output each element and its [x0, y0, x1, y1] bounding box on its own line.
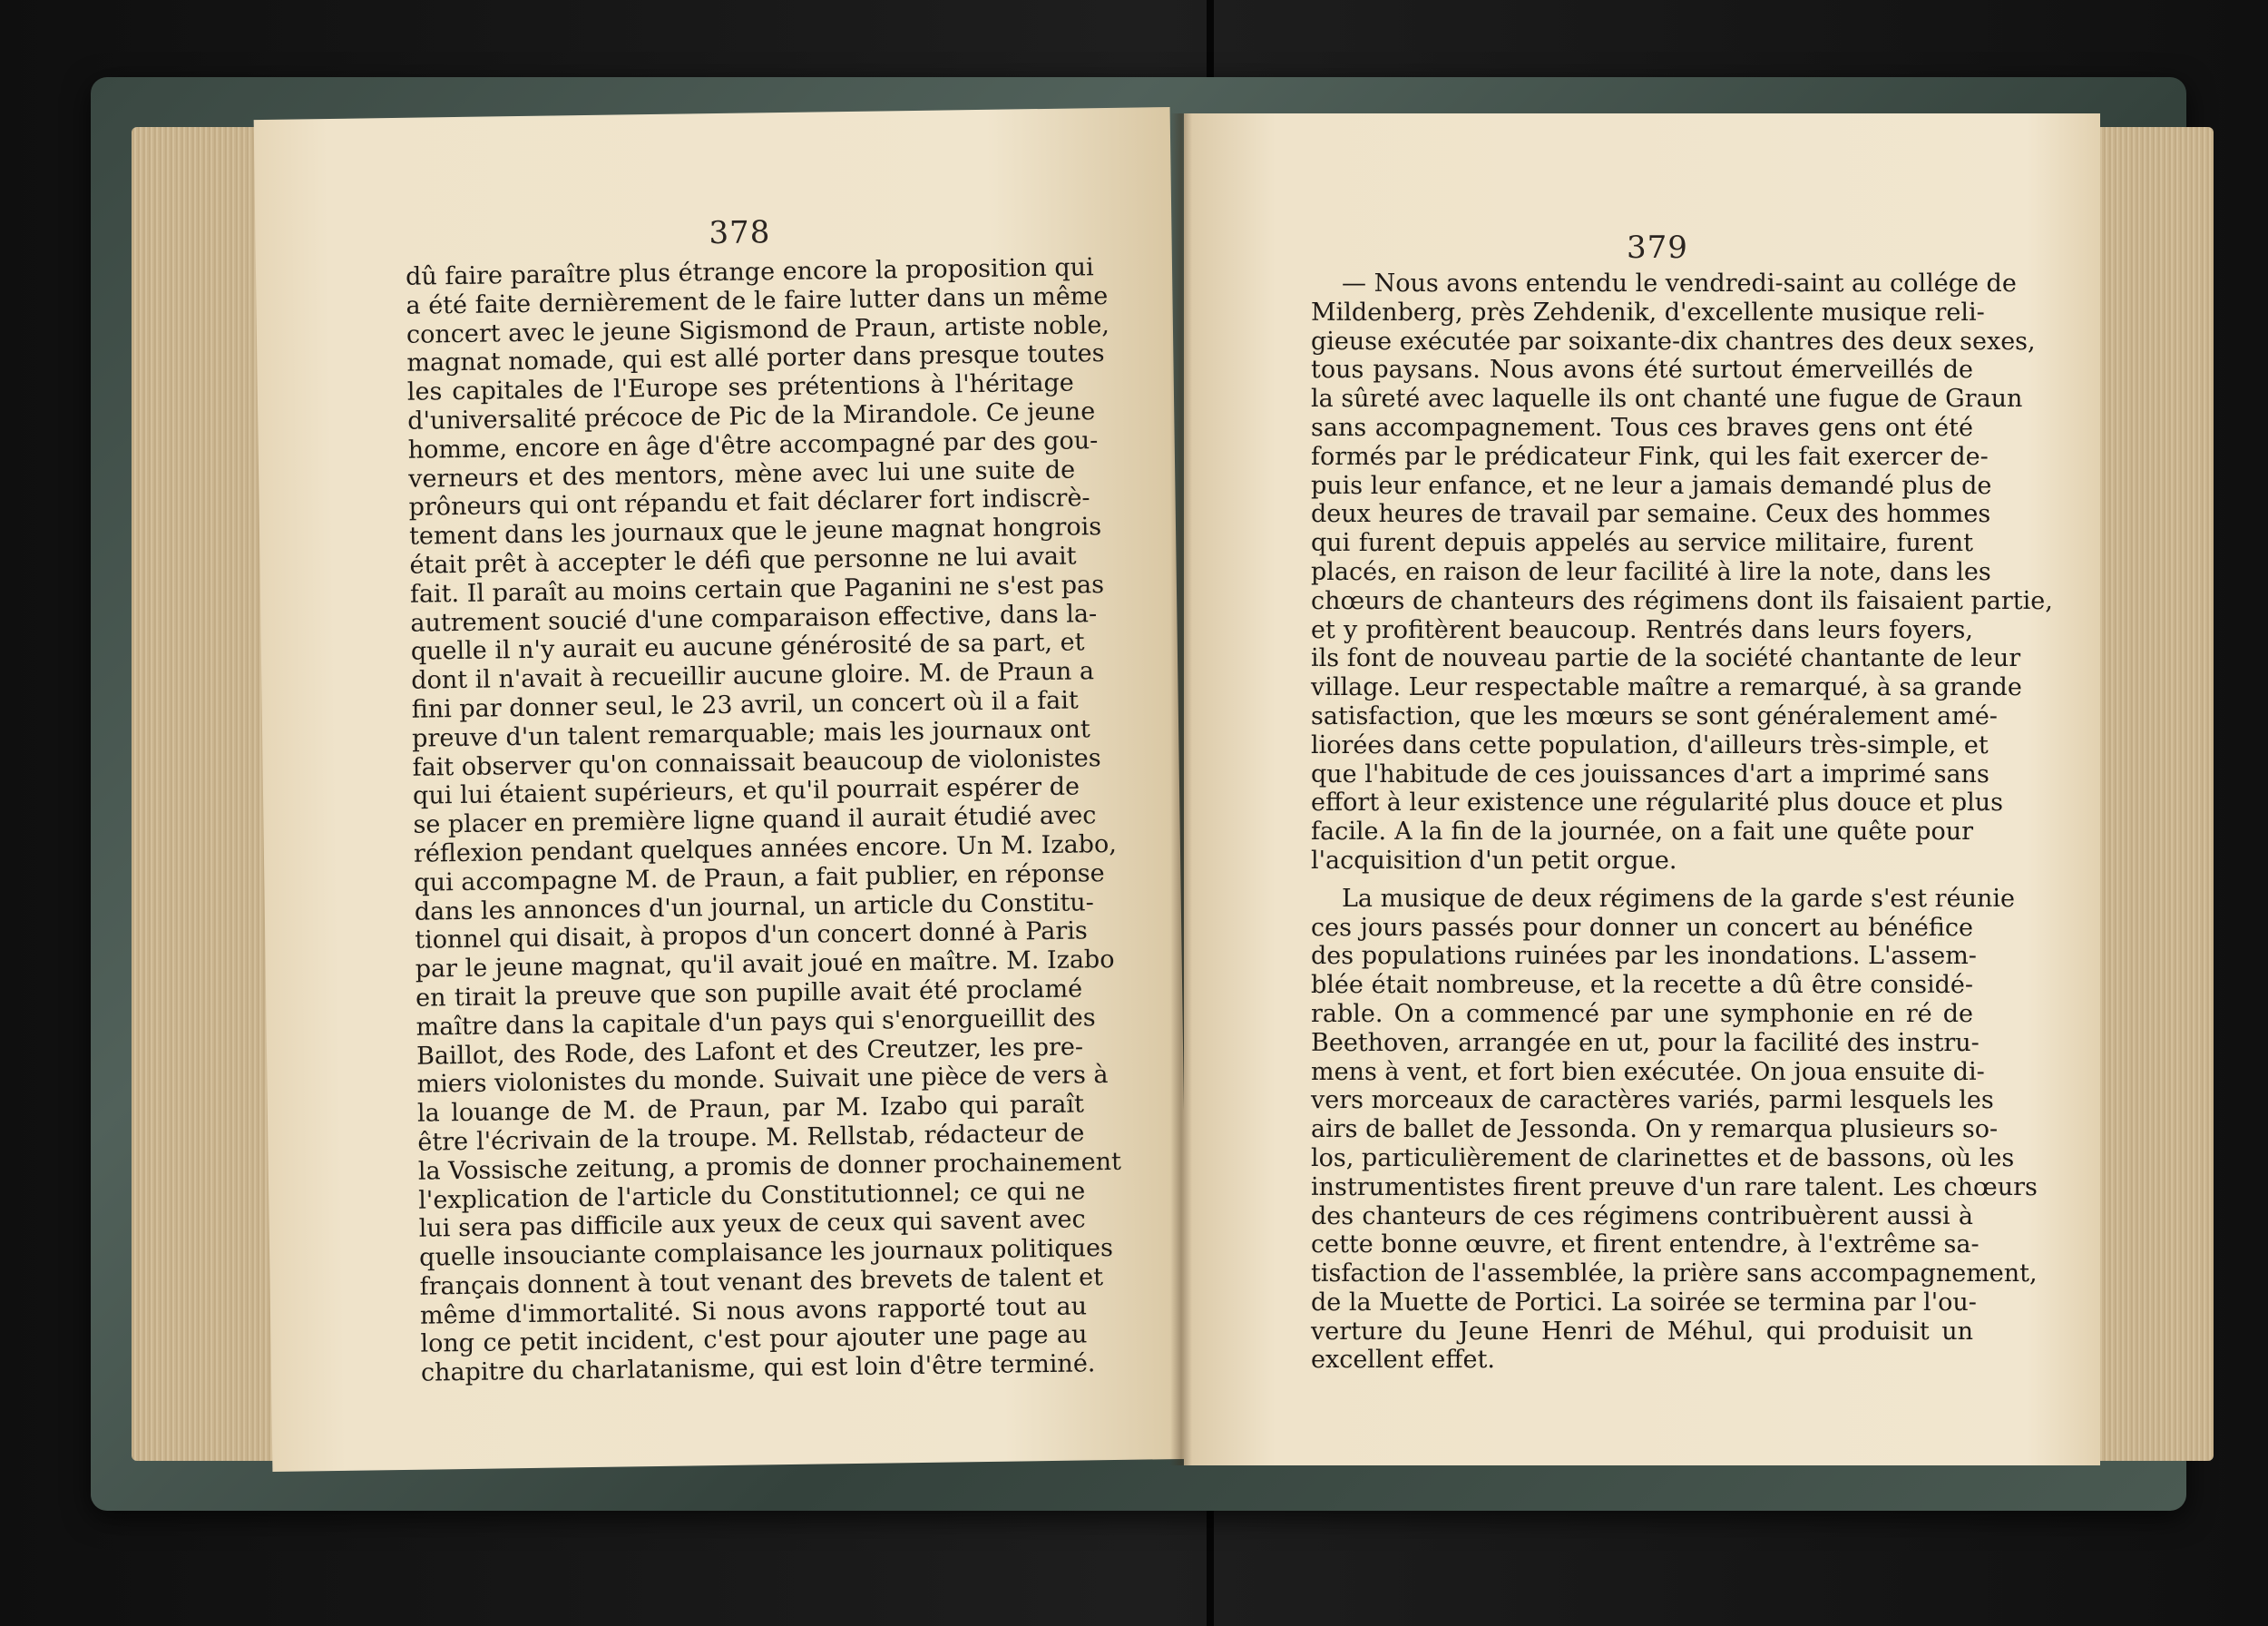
- text-line: verture du Jeune Henri de Méhul, qui produisit un: [1311, 1317, 1973, 1346]
- text-line: qui lui étaient supérieurs, et qu'il pourrait espérer de: [412, 772, 1080, 811]
- text-line: fini par donner seul, le 23 avril, un concert où il a fait: [411, 686, 1079, 724]
- text-line: par le jeune magnat, qu'il avait joué en maître. M. Izabo: [415, 945, 1115, 984]
- text-line: sans accompagnement. Tous ces braves gens ont été: [1311, 413, 1973, 442]
- text-line: a été faite dernièrement de le faire lutter dans un même: [406, 281, 1109, 320]
- text-line: gieuse exécutée par soixante-dix chantres des deux sexes,: [1311, 327, 2036, 356]
- text-line: même d'immortalité. Si nous avons rapporté tout au: [419, 1292, 1088, 1330]
- text-line: magnat nomade, qui est allé porter dans presque toutes: [406, 339, 1105, 378]
- text-line: l'explication de l'article du Constitutionnel; ce qui ne: [418, 1176, 1086, 1215]
- text-line: lui sera pas difficile aux yeux de ceux qui savent avec: [418, 1205, 1086, 1243]
- text-line: mens à vent, et fort bien exécutée. On joua ensuite di-: [1311, 1057, 1985, 1086]
- text-line: los, particulièrement de clarinettes et de bassons, où les: [1311, 1143, 2015, 1172]
- text-line: placés, en raison de leur facilité à lire la note, dans les: [1311, 557, 1991, 586]
- text-line: Baillot, des Rode, des Lafont et des Creutzer, les pre-: [415, 1032, 1084, 1071]
- text-line: quelle insouciante complaisance les journaux politiques: [418, 1234, 1114, 1272]
- text-line: vers morceaux de caractères variés, parmi lesquels les: [1311, 1086, 1994, 1115]
- text-line: blée était nombreuse, et la recette a dû être considé-: [1311, 971, 1973, 1000]
- text-line: la Vossische zeitung, a promis de donner prochainement: [417, 1147, 1122, 1186]
- text-line: la sûreté avec laquelle ils ont chanté une fugue de Graun: [1311, 385, 2023, 414]
- right-page: [1184, 113, 2100, 1465]
- text-line: se placer en première ligne quand il aurait étudié avec: [413, 801, 1097, 839]
- text-line: tionnel qui disait, à propos d'un concert donné à Paris: [415, 916, 1088, 955]
- text-line: en tirait la preuve que son pupille avait été proclamé: [415, 975, 1083, 1013]
- page-text: [1311, 269, 2053, 1375]
- text-line: prôneurs qui ont répandu et fait déclarer fort indiscrè-: [408, 484, 1090, 523]
- text-line: cette bonne œuvre, et firent entendre, à l'extrême sa-: [1311, 1230, 1980, 1259]
- text-line: chœurs de chanteurs des régimens dont ils faisaient partie,: [1311, 586, 2053, 615]
- left-page: [254, 107, 1189, 1472]
- text-line: français donnent à tout venant des brevets de talent et: [419, 1263, 1104, 1301]
- text-line: que l'habitude de ces jouissances d'art a imprimé sans: [1311, 759, 1989, 789]
- text-line: village. Leur respectable maître a remarqué, à sa grande: [1311, 673, 2022, 702]
- text-line: tous paysans. Nous avons été surtout émerveillés de: [1311, 356, 1973, 385]
- book-gutter: [1170, 113, 1192, 1465]
- text-line: et y profitèrent beaucoup. Rentrés dans leurs foyers,: [1311, 615, 1973, 644]
- page-text: [405, 253, 1122, 1388]
- text-line: instrumentistes firent preuve d'un rare talent. Les chœurs: [1311, 1172, 2038, 1201]
- text-line: satisfaction, que les mœurs se sont généralement amé-: [1311, 701, 1998, 730]
- text-line: d'universalité précoce de Pic de la Mirandole. Ce jeune: [407, 397, 1096, 436]
- text-line: concert avec le jeune Sigismond de Praun, artiste noble,: [406, 310, 1110, 349]
- text-line: dû faire paraître plus étrange encore la proposition qui: [405, 253, 1094, 291]
- text-line: verneurs et des mentors, mène avec lui une suite de: [407, 455, 1076, 494]
- text-line: tement dans les journaux que le jeune magnat hongrois: [408, 513, 1102, 551]
- text-line: qui furent depuis appelés au service militaire, furent: [1311, 529, 1973, 558]
- text-line: dans les annonces d'un journal, un article du Constitu-: [414, 887, 1095, 926]
- text-line: l'acquisition d'un petit orgue.: [1311, 846, 1677, 875]
- text-line: fait observer qu'on connaissait beaucoup de violonistes: [412, 743, 1101, 782]
- text-line: était prêt à accepter le défi que personne ne lui avait: [409, 542, 1077, 580]
- text-line: des chanteurs de ces régimens contribuèrent aussi à: [1311, 1201, 1973, 1230]
- text-line: preuve d'un talent remarquable; mais les journaux ont: [411, 715, 1090, 753]
- text-line: miers violonistes du monde. Suivait une pièce de vers à: [416, 1061, 1109, 1100]
- text-line: les capitales de l'Europe ses prétentions à l'héritage: [406, 368, 1075, 406]
- text-line: deux heures de travail par semaine. Ceux des hommes: [1311, 500, 1991, 529]
- text-line: liorées dans cette population, d'ailleurs très-simple, et: [1311, 730, 1989, 759]
- text-line: facile. A la fin de la journée, on a fait une quête pour: [1311, 818, 1973, 847]
- text-line: airs de ballet de Jessonda. On y remarqua plusieurs so-: [1311, 1115, 1999, 1144]
- text-line: Mildenberg, près Zehdenik, d'excellente musique reli-: [1311, 298, 1985, 327]
- text-line: fait. Il paraît au moins certain que Paganini ne s'est pas: [409, 570, 1105, 609]
- text-line: Beethoven, arrangée en ut, pour la facilité des instru-: [1311, 1028, 1980, 1057]
- text-line: excellent effet.: [1311, 1346, 1495, 1375]
- text-line: ces jours passés pour donner un concert au bénéfice: [1311, 913, 1973, 942]
- text-line: long ce petit incident, c'est pour ajouter une page au: [420, 1320, 1088, 1359]
- text-line: puis leur enfance, et ne leur a jamais demandé plus de: [1311, 471, 1992, 500]
- text-line: autrement soucié d'une comparaison effective, dans la-: [410, 599, 1098, 638]
- text-line: la louange de M. de Praun, par M. Izabo qui paraît: [416, 1090, 1085, 1128]
- text-line: formés par le prédicateur Fink, qui les fait exercer de-: [1311, 442, 1989, 471]
- text-line: rable. On a commencé par une symphonie en ré de: [1311, 999, 1973, 1028]
- text-line: qui accompagne M. de Praun, a fait publier, en réponse: [414, 858, 1105, 897]
- text-line: — Nous avons entendu le vendredi-saint au collége de: [1342, 269, 2017, 298]
- text-line: des populations ruinées par les inondations. L'assem-: [1311, 942, 1977, 971]
- text-line: homme, encore en âge d'être accompagné par des gou-: [407, 426, 1099, 465]
- text-line: de la Muette de Portici. La soirée se termina par l'ou-: [1311, 1288, 1977, 1317]
- text-line: maître dans la capitale d'un pays qui s'enorgueillit des: [415, 1003, 1096, 1042]
- text-line: être l'écrivain de la troupe. M. Rellstab, rédacteur de: [417, 1119, 1085, 1157]
- text-line: ils font de nouveau partie de la société chantante de leur: [1311, 644, 2021, 673]
- text-line: La musique de deux régimens de la garde s'est réunie: [1342, 884, 2015, 913]
- text-line: réflexion pendant quelques années encore. Un M. Izabo,: [413, 829, 1118, 868]
- text-line: dont il n'avait à recueillir aucune gloire. M. de Praun a: [411, 657, 1095, 695]
- text-line: chapitre du charlatanisme, qui est loin d'être terminé.: [420, 1349, 1096, 1387]
- text-line: quelle il n'y aurait eu aucune générosité de sa part, et: [410, 628, 1085, 667]
- page-number: 379: [1627, 230, 1688, 266]
- page-number: 378: [709, 214, 771, 252]
- text-line: tisfaction de l'assemblée, la prière sans accompagnement,: [1311, 1259, 2038, 1288]
- text-line: effort à leur existence une régularité plus douce et plus: [1311, 789, 2004, 818]
